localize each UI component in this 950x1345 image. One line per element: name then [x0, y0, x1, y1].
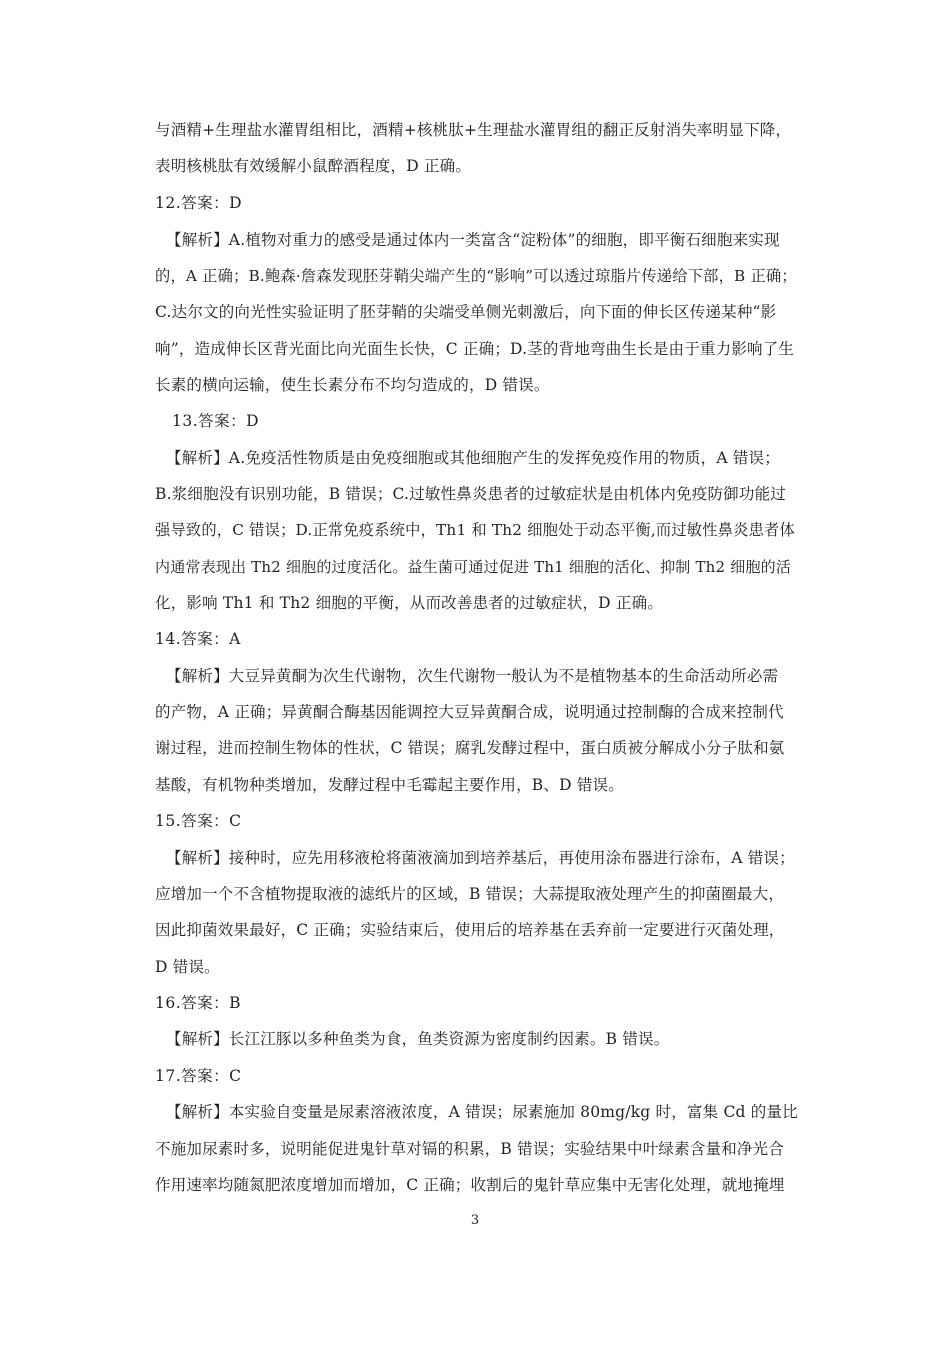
analysis-line: 【解析】A.免疫活性物质是由免疫细胞或其他细胞产生的发挥免疫作用的物质，A 错误；: [166, 449, 780, 467]
text-line: 谢过程，进而控制生物体的性状，C 错误；腐乳发酵过程中，蛋白质被分解成小分子肽和氨: [155, 739, 785, 757]
text-line: 不施加尿素时多，说明能促进鬼针草对镉的积累，B 错误；实验结果中叶绿素含量和净光合: [155, 1140, 785, 1158]
analysis-line: 【解析】长江江豚以多种鱼类为食，鱼类资源为密度制约因素。B 错误。: [166, 1030, 670, 1048]
answer-heading: 12.答案：D: [155, 194, 243, 212]
text-line: 的，A 正确；B.鲍森·詹森发现胚芽鞘尖端产生的“影响”可以透过琼脂片传递给下部，B 正确；: [155, 267, 797, 285]
text-line: 应增加一个不含植物提取液的滤纸片的区域，B 错误；大蒜提取液处理产生的抑菌圈最大，: [155, 885, 785, 903]
text-line: 响”，造成伸长区背光面比向光面生长快，C 正确；D.茎的背地弯曲生长是由于重力影响了生: [155, 340, 795, 358]
text-line: 表明核桃肽有效缓解小鼠醉酒程度，D 正确。: [155, 157, 472, 175]
text-line: 强导致的，C 错误；D.正常免疫系统中，Th1 和 Th2 细胞处于动态平衡,而过敏性鼻炎患者体: [155, 521, 795, 539]
text-line: 基酸，有机物种类增加，发酵过程中毛霉起主要作用，B、D 错误。: [155, 776, 624, 794]
text-line: 与酒精+生理盐水灌胃组相比，酒精+核桃肽+生理盐水灌胃组的翻正反射消失率明显下降，: [155, 121, 792, 139]
text-line: 长素的横向运输，使生长素分布不均匀造成的，D 错误。: [155, 376, 550, 394]
text-line: B.浆细胞没有识别功能，B 错误；C.过敏性鼻炎患者的过敏症状是由机体内免疫防御功能过: [155, 485, 786, 503]
text-line: C.达尔文的向光性实验证明了胚芽鞘的尖端受单侧光刺激后，向下面的伸长区传递某种“影: [155, 303, 777, 321]
text-line: 作用速率均随氮肥浓度增加而增加，C 正确；收割后的鬼针草应集中无害化处理，就地掩埋: [155, 1176, 785, 1194]
text-line: 内通常表现出 Th2 细胞的过度活化。益生菌可通过促进 Th1 细胞的活化、抑制 Th2 细胞的活: [155, 558, 792, 576]
analysis-line: 【解析】本实验自变量是尿素溶液浓度，A 错误；尿素施加 80mg/kg 时，富集 Cd 的量比: [166, 1103, 798, 1121]
analysis-line: 【解析】接种时，应先用移液枪将菌液滴加到培养基后，再使用涂布器进行涂布，A 错误；: [166, 849, 795, 867]
answer-heading: 15.答案：C: [155, 812, 242, 830]
analysis-line: 【解析】大豆异黄酮为次生代谢物，次生代谢物一般认为不是植物基本的生命活动所必需: [166, 667, 779, 685]
text-line: 因此抑菌效果最好，C 正确；实验结束后，使用后的培养基在丢弃前一定要进行灭菌处理，: [155, 921, 785, 939]
text-line: 化，影响 Th1 和 Th2 细胞的平衡，从而改善患者的过敏症状，D 正确。: [155, 594, 664, 612]
text-line: 的产物，A 正确；异黄酮合酶基因能调控大豆异黄酮合成，说明通过控制酶的合成来控制代: [155, 703, 784, 721]
answer-heading: 13.答案：D: [172, 412, 260, 430]
answer-heading: 14.答案：A: [155, 630, 241, 648]
answer-heading: 16.答案：B: [155, 994, 242, 1012]
text-line: D 错误。: [155, 958, 220, 976]
answer-heading: 17.答案：C: [155, 1067, 242, 1085]
page-number: 3: [470, 1213, 480, 1228]
analysis-line: 【解析】A.植物对重力的感受是通过体内一类富含“淀粉体”的细胞，即平衡石细胞来实现: [166, 231, 780, 249]
